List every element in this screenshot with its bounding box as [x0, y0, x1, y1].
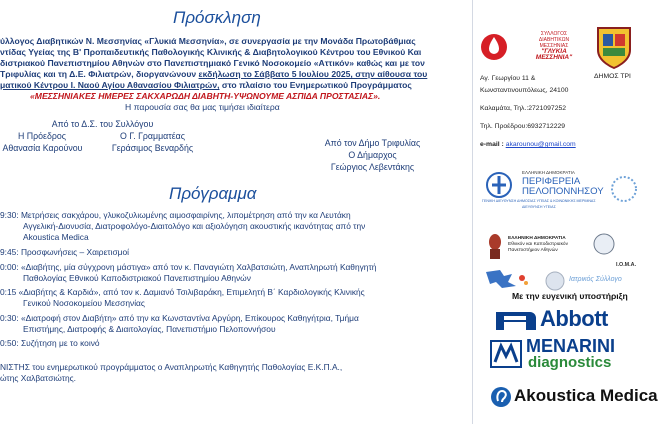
secretary-title: Ο Γ. Γραμματέας	[120, 131, 185, 141]
mayor-title: Ο Δήμαρχος	[348, 150, 397, 160]
program-line-2: Αγγελική-Διονυσία, Διατροφολόγο-Διαιτολόγο και αξιολόγηση ακουστικής ικανότητας από την	[23, 221, 366, 231]
map-icon	[482, 268, 532, 290]
region-title	[522, 177, 604, 197]
medical-assoc-seal	[544, 270, 566, 292]
panel-divider	[472, 0, 473, 424]
invitation-closing: Η παρουσία σας θα μας τιμήσει ιδιαίτερα	[125, 102, 280, 112]
ioma-logo	[592, 232, 616, 256]
menarini-icon	[490, 340, 522, 368]
president-title: Η Πρόεδρος	[17, 131, 66, 141]
invitation-line-2: ντίδας Υγείας της Β' Προπαιδευτικής Παθολογικής Κλινικής & Διαβητολογικού Κέντρου του Εθνικού Και	[0, 47, 422, 57]
invitation-venue: ματικού Κέντρου Ι. Ναού Αγίου Αθανασίου Φιλιατρών,	[0, 80, 220, 90]
email-label: e-mail :	[480, 141, 504, 148]
uni-line-1: ΕΛΛΗΝΙΚΗ ΔΗΜΟΚΡΑΤΙΑ	[508, 236, 566, 241]
ioma-icon	[592, 232, 616, 256]
akoustica-logo	[490, 384, 660, 412]
municipality-label: ΔΗΜΟΣ ΤΡΙ	[594, 73, 631, 80]
drop-icon	[480, 28, 528, 66]
program-line-13: ώτης Χαλβατσιώτης.	[0, 373, 76, 383]
medical-assoc-label: Ιατρικός Σύλλογο	[569, 276, 622, 283]
sponsors-title: Με την ευγενική υποστήριξη	[512, 291, 628, 301]
university-text	[508, 236, 568, 255]
contact-panel	[474, 0, 658, 424]
program-line-8: Γενικού Νοσοκομείου Μεσσηνίας	[23, 298, 145, 308]
athena-icon	[486, 232, 504, 260]
ear-icon	[490, 386, 512, 408]
email-row	[480, 140, 576, 151]
president-phone: Τηλ. Προέδρου:6932712229	[480, 123, 566, 130]
menarini-wordmark: MENARINI	[526, 336, 615, 356]
logo-name: "ΓΛΥΚΙΑ ΜΕΣΣΗΝΙΑ"	[535, 48, 573, 61]
akoustica-wordmark: Akoustica Medica	[514, 386, 658, 405]
program-title: Πρόγραμμα	[169, 184, 257, 203]
crest-icon	[594, 24, 634, 70]
menarini-diagnostics: diagnostics	[528, 354, 612, 371]
program-line-7: 0:15 «Διαβήτης & Καρδιά», από τον κ. Δαμιανό Τσιλιβαράκη, Επιμελητή Β΄ Καρδιολογικής Κλινικής	[0, 287, 365, 297]
region-sub2: ΔΙΕΥΘΥΝΣΗ ΥΓΕΙΑΣ	[522, 205, 556, 209]
abbott-icon	[492, 306, 538, 334]
invitation-event-date: εκδήλωση το Σάββατο 5 Ιουλίου 2025, στην αίθουσα του	[198, 69, 428, 79]
logo-text-3: ΜΕΣΣΗΝΙΑΣ	[539, 43, 569, 49]
program-line-3: Akoustica Medica	[23, 232, 89, 242]
program-line-5: 0:00: «Διαβήτης, μία σύγχρονη μάστιγα» από τον κ. Παναγιώτη Χαλβατσιώτη, Αναπληρωτή Καθηγητή	[0, 262, 377, 272]
logo-text-1: ΣΥΛΛΟΓΟΣ	[540, 31, 568, 37]
program-line-9: 0:30: «Διατροφή στον Διαβήτη» από την κα Κωνσταντίνα Αργύρη, Επίκουρος Καθηγήτρια, Τμήμα	[0, 313, 359, 323]
municipality-heading: Από τον Δήμο Τριφυλίας	[324, 138, 421, 148]
abbott-logo	[492, 306, 652, 336]
ioma-label: Ι.Ο.Μ.Α.	[616, 262, 637, 268]
region-line-2: ΠΕΛΟΠΟΝΝΗΣΟΥ	[522, 186, 604, 197]
program-line-10: Επιστήμης, Διατροφής & Διαιτολογίας, Πανεπιστήμιο Πελοποννήσου	[23, 324, 276, 334]
email-link[interactable]: akarounou@gmail.com	[505, 141, 576, 148]
association-logo-text	[526, 31, 582, 61]
uni-line-3: Πανεπιστήμιον Αθηνών	[508, 248, 558, 254]
seal-icon	[544, 270, 566, 292]
invitation-line-4	[0, 69, 427, 80]
partner-logo-dots	[610, 174, 638, 204]
invitation-line-5b: στο πλαίσιο του Ενημερωτικού Προγράμματος	[219, 80, 412, 90]
invitation-line-1: ύλλογος Διαβητικών Ν. Μεσσηνίας «Γλυκιά Μεσσηνία», σε συνεργασία με την Μονάδα Πρωτοβάθμιας	[0, 36, 416, 46]
university-emblem	[486, 232, 504, 260]
greece-map-logo	[482, 268, 532, 290]
program-line-4: 9:45: Προσφωνήσεις – Χαιρετισμοί	[0, 247, 129, 257]
municipality-crest	[594, 24, 634, 70]
program-line-11: 0:50: Συζήτηση με το κοινό	[0, 338, 100, 348]
dots-icon	[610, 174, 638, 204]
address-line-1: Αγ. Γεωργίου 11 &	[480, 75, 536, 82]
menarini-logo	[490, 334, 650, 378]
program-line-6: Παθολογίας Εθνικού Καποδιστριακού Πανεπιστημίου Αθηνών	[23, 273, 251, 283]
program-line-1: 9:30: Μετρήσεις σακχάρου, γλυκοζυλιωμένης αιμοσφαιρίνης, λιπομέτρηση από την κα Λευτάκη	[0, 210, 351, 220]
board-heading: Από το Δ.Σ. του Συλλόγου	[51, 119, 154, 129]
program-line-12: ΝΙΣΤΗΣ του ενημερωτικού προγράμματος ο Αναπληρωτής Καθηγητής Παθολογίας Ε.Κ.Π.Α.,	[0, 362, 343, 372]
abbott-wordmark: Abbott	[540, 306, 608, 331]
mayor-name: Γεώργιος Λεβεντάκης	[330, 162, 415, 172]
emblem-icon	[486, 170, 512, 200]
city-phone: Καλαμάτα, Τηλ.:2721097252	[480, 105, 567, 112]
invitation-program-name: «ΜΕΣΣΗΝΙΑΚΕΣ ΗΜΕΡΕΣ ΣΑΚΧΑΡΩΔΗ ΔΙΑΒΗΤΗ-ΥΨΩΝΟΥΜΕ ΑΣΠΙΔΑ ΠΡΟΣΤΑΣΙΑΣ».	[30, 91, 381, 101]
region-line-1: ΠΕΡΙΦΕΡΕΙΑ	[522, 176, 581, 187]
secretary-name: Γεράσιμος Βεναρδής	[111, 143, 194, 153]
association-logo	[480, 28, 528, 66]
invitation-line-3: διστριακού Πανεπιστημίου Αθηνών στο Πανεπιστημιακό Γενικό Νοσοκομείο «Αττικόν» καθώς και με τον	[0, 58, 425, 68]
uni-line-2: Εθνικόν και Καποδιστριακόν	[508, 242, 568, 248]
logo-text-2: ΔΙΑΒΗΤΙΚΩΝ	[538, 37, 570, 43]
address-line-2: Κωνσταντινουπόλεως, 24100	[480, 87, 569, 94]
region-small: ΕΛΛΗΝΙΚΗ ΔΗΜΟΚΡΑΤΙΑ	[522, 170, 575, 175]
invitation-line-5	[0, 80, 412, 91]
invitation-line-4a: Τριφυλίας και τη Δ.Ε. Φιλιατρών, διοργανώνουν	[0, 69, 197, 79]
president-name: Αθανασία Καρούνου	[2, 143, 83, 153]
region-sub: ΓΕΝΙΚΗ ΔΙΕΥΘΥΝΣΗ ΔΗΜΟΣΙΑΣ ΥΓΕΙΑΣ & ΚΟΙΝΩΝΙΚΗΣ ΜΕΡΙΜΝΑΣ	[482, 199, 596, 203]
greek-emblem	[486, 170, 512, 200]
invitation-title: Πρόσκληση	[173, 8, 261, 27]
